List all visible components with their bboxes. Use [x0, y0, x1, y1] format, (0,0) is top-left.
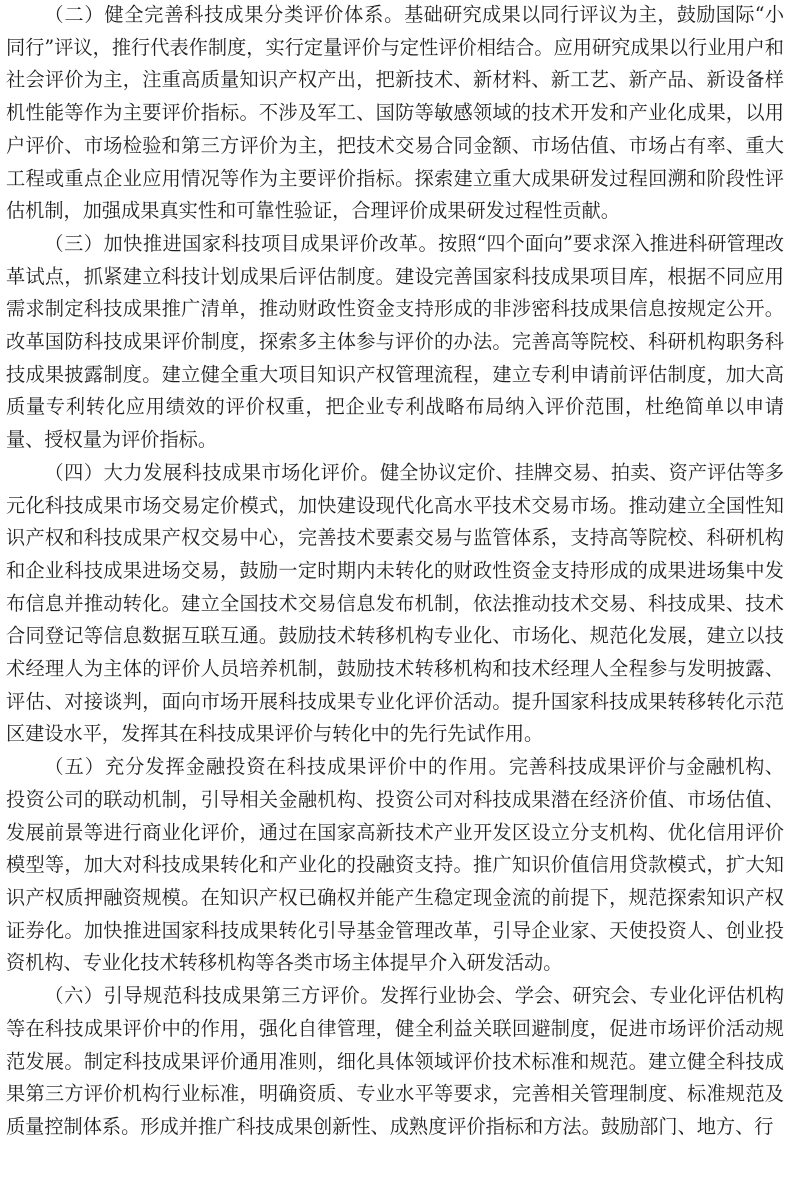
section-3-heading: （三）加快推进国家科技项目成果评价改革。: [44, 231, 439, 255]
section-2-heading: （二）健全完善科技成果分类评价体系。: [44, 3, 405, 26]
section-5-paragraph: [6, 751, 784, 980]
section-6-body: 发挥行业协会、学会、研究会、专业化评估机构等在科技成果评价中的作用，强化自律管理，健全利益关联回避制度，促进市场评价活动规范发展。制定科技成果评价通用准则，细化具体领域评价技术标准和规范。建立健全科技成果第三方评价机构行业标准，明确资质、专业水平等要求，完善相关管理制度、标准规范及质量控制体系。形成并推广科技成果创新性、成熟度评价指标和方法。鼓励部门、地方、行: [6, 984, 785, 1138]
section-5-heading: （五）充分发挥金融投资在科技成果评价中的作用。: [44, 755, 509, 779]
section-4-paragraph: [6, 457, 784, 751]
section-2-paragraph: [6, 0, 784, 228]
section-3-paragraph: [6, 228, 784, 457]
document-page: [6, 0, 784, 1144]
section-6-paragraph: [6, 980, 784, 1144]
section-4-heading: （四）大力发展科技成果市场化评价。: [44, 460, 380, 484]
section-2-body: 基础研究成果以同行评议为主，鼓励国际“小同行”评议，推行代表作制度，实行定量评价与定性评价相结合。应用研究成果以行业用户和社会评价为主，注重高质量知识产权产出，把新技术、新材料、新工艺、新产品、新设备样机性能等作为主要评价指标。不涉及军工、国防等敏感领域的技术开发和产业化成果，以用户评价、市场检验和第三方评价为主，把技术交易合同金额、市场估值、市场占有率、重大工程或重点企业应用情况等作为主要评价指标。探索建立重大成果研发过程回溯和阶段性评估机制，加强成果真实性和可靠性验证，合理评价成果研发过程性贡献。: [6, 3, 785, 223]
section-6-heading: （六）引导规范科技成果第三方评价。: [44, 984, 380, 1008]
section-5-body: 完善科技成果评价与金融机构、投资公司的联动机制，引导相关金融机构、投资公司对科技成果潜在经济价值、市场估值、发展前景等进行商业化评价，通过在国家高新技术产业开发区设立分支机构、优化信用评价模型等，加大对科技成果转化和产业化的投融资支持。推广知识价值信用贷款模式，扩大知识产权质押融资规模。在知识产权已确权并能产生稳定现金流的前提下，规范探索知识产权证券化。加快推进国家科技成果转化引导基金管理改革，引导企业家、天使投资人、创业投资机构、专业化技术转移机构等各类市场主体提早介入研发活动。: [6, 755, 784, 975]
section-3-body: 按照“四个面向”要求深入推进科研管理改革试点，抓紧建立科技计划成果后评估制度。建设完善国家科技成果项目库，根据不同应用需求制定科技成果推广清单，推动财政性资金支持形成的非涉密科技成果信息按规定公开。改革国防科技成果评价制度，探索多主体参与评价的办法。完善高等院校、科研机构职务科技成果披露制度。建立健全重大项目知识产权管理流程，建立专利申请前评估制度，加大高质量专利转化应用绩效的评价权重，把企业专利战略布局纳入评价范围，杜绝简单以申请量、授权量为评价指标。: [6, 231, 784, 452]
section-4-body: 健全协议定价、挂牌交易、拍卖、资产评估等多元化科技成果市场交易定价模式，加快建设现代化高水平技术交易市场。推动建立全国性知识产权和科技成果产权交易中心，完善技术要素交易与监管体系，支持高等院校、科研机构和企业科技成果进场交易，鼓励一定时期内未转化的财政性资金支持形成的成果进场集中发布信息并推动转化。建立全国技术交易信息发布机制，依法推动技术交易、科技成果、技术合同登记等信息数据互联互通。鼓励技术转移机构专业化、市场化、规范化发展，建立以技术经理人为主体的评价人员培养机制，鼓励技术转移机构和技术经理人全程参与发明披露、评估、对接谈判，面向市场开展科技成果专业化评价活动。提升国家科技成果转移转化示范区建设水平，发挥其在科技成果评价与转化中的先行先试作用。: [6, 460, 785, 746]
